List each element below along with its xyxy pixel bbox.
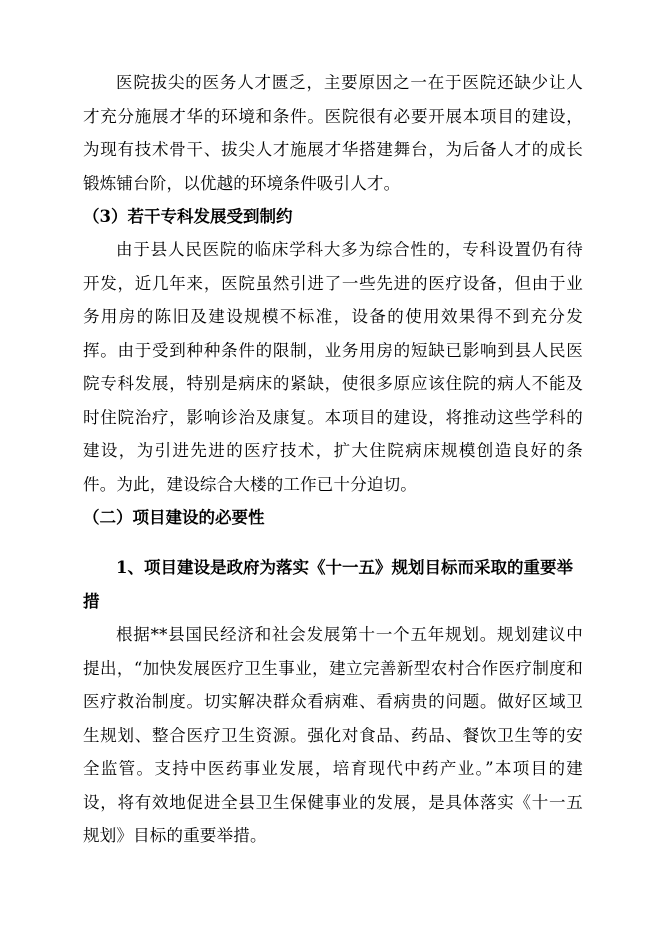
paragraph-talent-shortage: 医院拔尖的医务人才匮乏，主要原因之一在于医院还缺少让人才充分施展才华的环境和条件。医院很有必要开展本项目的建设，为现有技术骨干、拔尖人才施展才华搭建舞台，为后备人才的成长锻炼铺台阶，以优越的环境条件吸引人才。: [83, 73, 583, 193]
section-heading-necessity: （二）项目建设的必要性: [83, 508, 265, 527]
subheading-government-measure: 1、项目建设是政府为落实《十一五》规划目标而采取的重要举措: [83, 558, 573, 611]
paragraph-specialty-development: 由于县人民医院的临床学科大多为综合性的，专科设置仍有待开发，近几年来，医院虽然引进了一些先进的医疗设备，但由于业务用房的陈旧及建设规模不标准，设备的使用效果得不到充分发挥。由于受到种种条件的限制，业务用房的短缺已影响到县人民医院专科发展，特别是病床的紧缺，使很多原应该住院的病人不能及时住院治疗，影响诊治及康复。本项目的建设，将推动这些学科的建设，为引进先进的医疗技术，扩大住院病床规模创造良好的条件。为此，建设综合大楼的工作已十分迫切。: [83, 240, 583, 494]
paragraph-five-year-plan: 根据**县国民经济和社会发展第十一个五年规划。规划建议中提出，“加快发展医疗卫生事业，建立完善新型农村合作医疗制度和医疗救治制度。切实解决群众看病难、看病贵的问题。做好区域卫生规划、整合医疗卫生资源。强化对食品、药品、餐饮卫生等的安全监管。支持中医药事业发展，培育现代中药产业。”本项目的建设，将有效地促进全县卫生保健事业的发展，是具体落实《十一五规划》目标的重要举措。: [83, 625, 583, 845]
heading-specialty-constraints: （3）若干专科发展受到制约: [83, 207, 293, 226]
